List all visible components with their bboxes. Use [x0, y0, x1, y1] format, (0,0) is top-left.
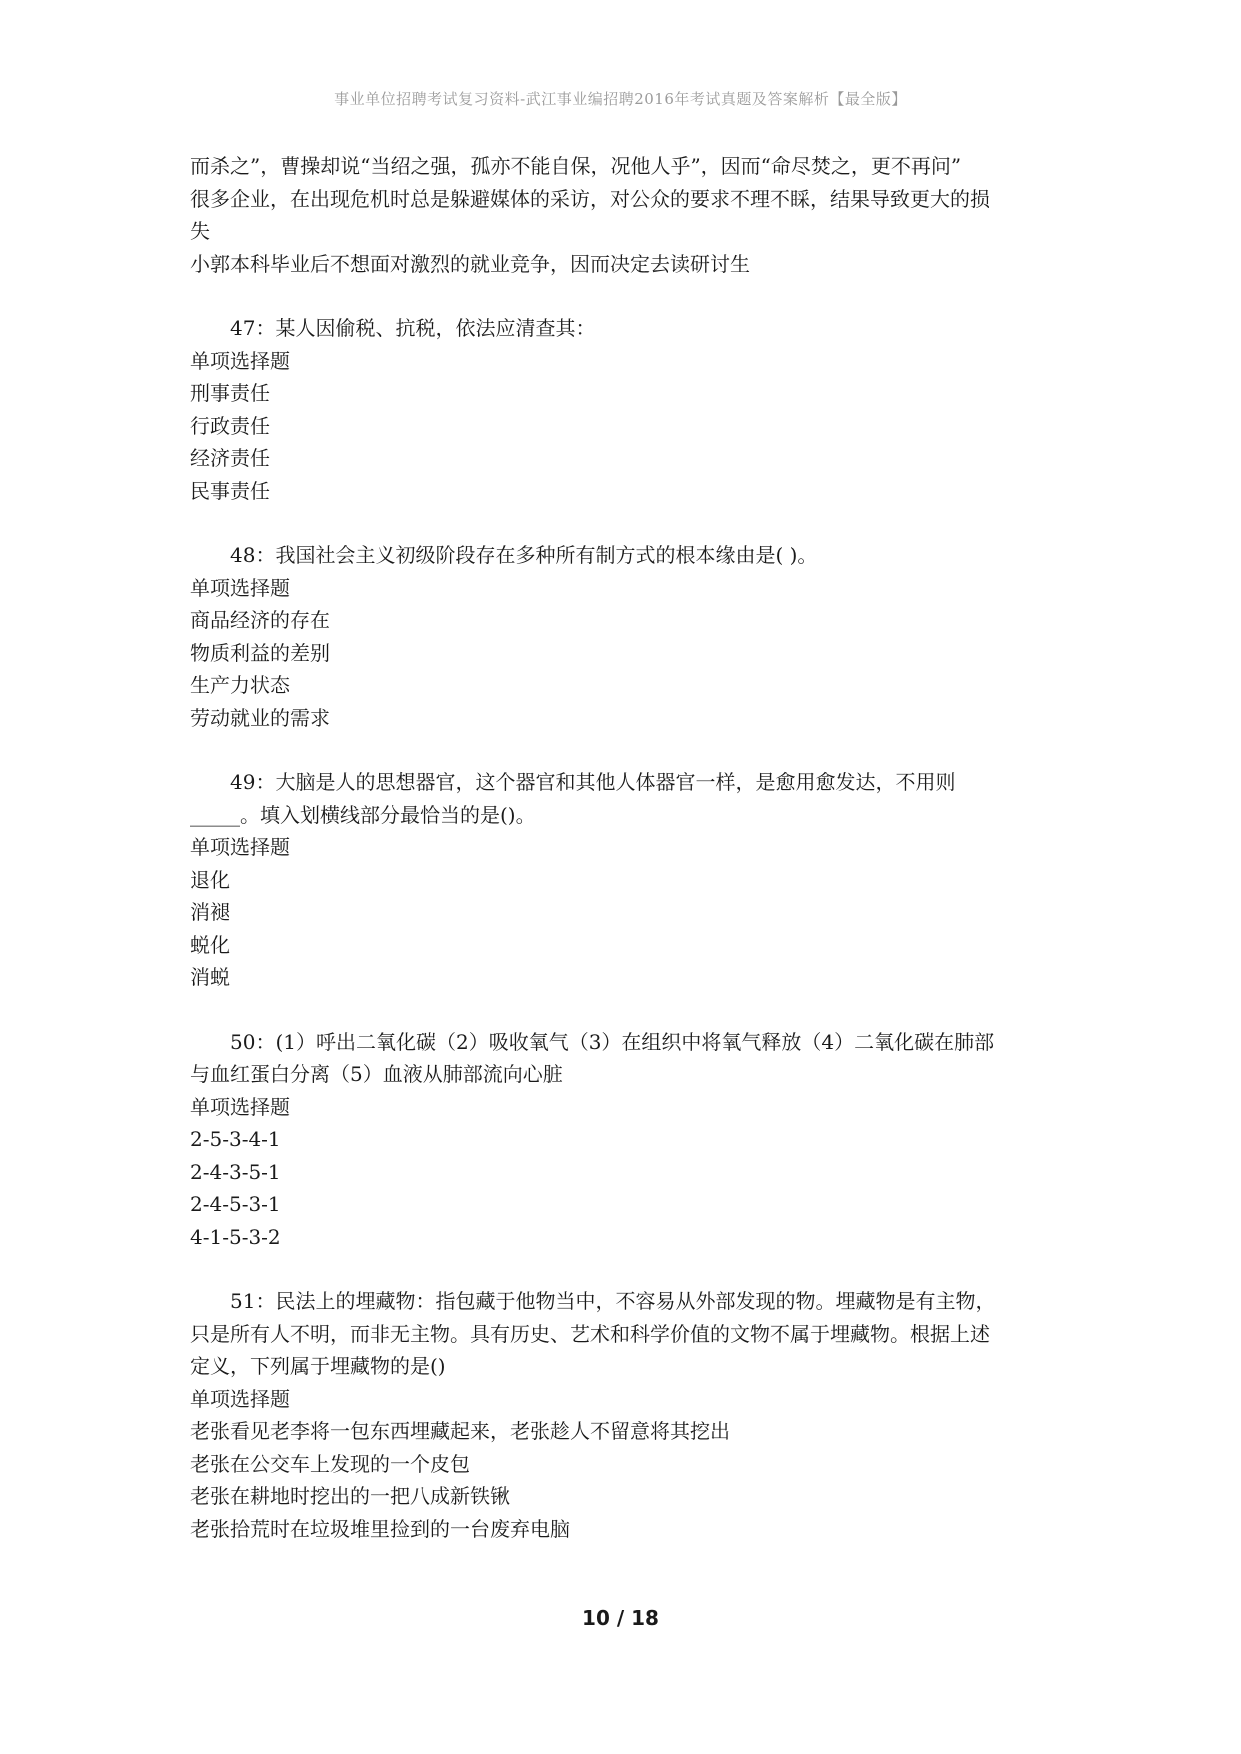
option-4: 民事责任 [190, 478, 270, 503]
option-2: 行政责任 [190, 413, 270, 438]
option-2: 消褪 [190, 900, 230, 924]
document-body [190, 150, 1070, 1545]
intro-line: 很多企业，在出现危机时总是躲避媒体的采访，对公众的要求不理不睬，结果导致更大的损 [190, 186, 990, 211]
option-3: 经济责任 [190, 446, 270, 470]
question-50 [190, 1026, 1070, 1254]
question-stem: 50：(1）呼出二氧化碳（2）吸收氧气（3）在组织中将氧气释放（4）二氧化碳在肺部 [230, 1029, 995, 1054]
question-stem-continued: 与血红蛋白分离（5）血液从肺部流向心脏 [190, 1062, 563, 1086]
option-1: 商品经济的存在 [190, 608, 330, 632]
question-type: 单项选择题 [190, 835, 290, 859]
option-4: 4-1-5-3-2 [190, 1224, 281, 1249]
option-1: 老张看见老李将一包东西埋藏起来，老张趁人不留意将其挖出 [190, 1419, 730, 1443]
question-type: 单项选择题 [190, 1386, 290, 1411]
question-stem: 49：大脑是人的思想器官，这个器官和其他人体器官一样，是愈用愈发达，不用则 [230, 770, 956, 794]
intro-passage [190, 150, 1070, 280]
option-3: 蜕化 [190, 932, 230, 957]
option-4: 劳动就业的需求 [190, 705, 330, 730]
option-2: 老张在公交车上发现的一个皮包 [190, 1451, 470, 1476]
question-type: 单项选择题 [190, 348, 290, 373]
question-49 [190, 766, 1070, 994]
option-3: 2-4-5-3-1 [190, 1192, 281, 1216]
question-stem: 51：民法上的埋藏物：指包藏于他物当中，不容易从外部发现的物。埋藏物是有主物， [230, 1289, 996, 1313]
question-48 [190, 539, 1070, 734]
question-stem: 47：某人因偷税、抗税，依法应清查其： [230, 316, 596, 340]
question-stem-continued: _____。填入划横线部分最恰当的是()。 [190, 802, 536, 827]
question-type: 单项选择题 [190, 575, 290, 600]
intro-line: 小郭本科毕业后不想面对激烈的就业竞争，因而决定去读研讨生 [190, 251, 750, 276]
question-stem: 48：我国社会主义初级阶段存在多种所有制方式的根本缘由是( )。 [230, 543, 818, 567]
option-3: 生产力状态 [190, 673, 290, 697]
intro-line: 而杀之”，曹操却说“当绍之强，孤亦不能自保，况他人乎”，因而“命尽焚之，更不再问” [190, 154, 962, 178]
option-1: 退化 [190, 867, 230, 892]
option-4: 老张拾荒时在垃圾堆里捡到的一台废弃电脑 [190, 1516, 570, 1541]
option-2: 物质利益的差别 [190, 640, 330, 665]
option-2: 2-4-3-5-1 [190, 1159, 281, 1184]
option-1: 刑事责任 [190, 381, 270, 405]
question-47 [190, 312, 1070, 507]
question-type: 单项选择题 [190, 1094, 290, 1119]
question-stem-continued: 只是所有人不明，而非无主物。具有历史、艺术和科学价值的文物不属于埋藏物。根据上述 [190, 1321, 990, 1346]
option-4: 消蜕 [190, 965, 230, 989]
intro-line: 失 [190, 219, 210, 243]
question-stem-continued: 定义，下列属于埋藏物的是() [190, 1354, 446, 1378]
option-3: 老张在耕地时挖出的一把八成新铁锹 [190, 1484, 510, 1508]
question-51 [190, 1285, 1070, 1545]
option-1: 2-5-3-4-1 [190, 1127, 281, 1151]
page-number: 10 / 18 [582, 1606, 659, 1630]
page-header: 事业单位招聘考试复习资料-武江事业编招聘2016年考试真题及答案解析【最全版】 [334, 90, 907, 108]
